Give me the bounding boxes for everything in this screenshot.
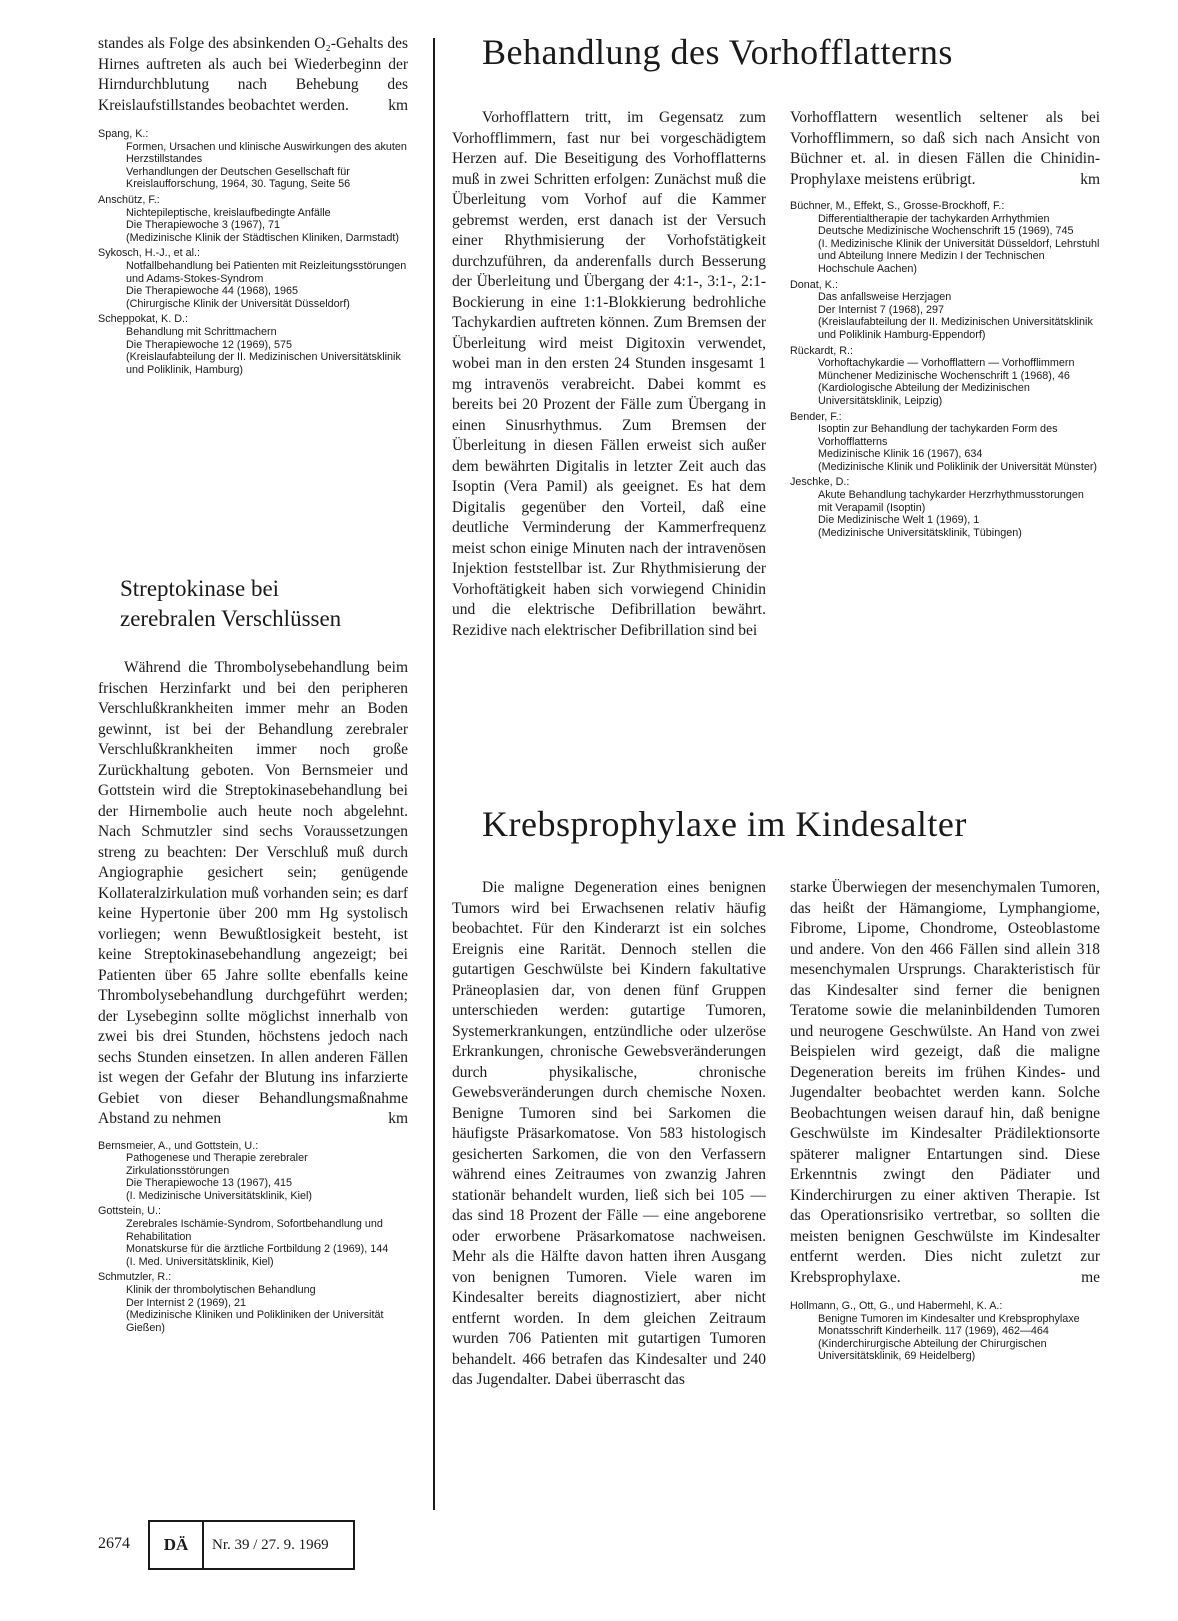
ref-author: Büchner, M., Effekt, S., Grosse-Brockhoff, F.: [790,200,1005,212]
ref-author: Schmutzler, R.: [98,1271,172,1284]
ref-author: Rückardt, R.: [790,344,853,357]
article2-column-left [452,878,766,1391]
ref-line: (Kreislaufabteilung der II. Medizinischen Universitätsklinik und Poliklinik Hamburg-Eppendorf) [818,316,1093,341]
ref-line: Der Internist 7 (1968), 297 [818,303,945,316]
ref-line: (Kreislaufabteilung der II. Medizinischen Universitätsklinik und Poliklinik, Hamburg) [126,351,401,376]
ref-line: (I. Medizinische Universitätsklinik, Kiel) [126,1189,312,1202]
ref-author: Spang, K.: [98,128,149,140]
ref-line: Nichtepileptische, kreislaufbedingte Anfälle [126,206,331,219]
ref-line: (Medizinische Universitätsklinik, Tübingen) [818,526,1022,539]
page-number: 2674 [98,1535,130,1552]
ref-line: (I. Med. Universitätsklinik, Kiel) [126,1255,274,1268]
ref-line: Behandlung mit Schrittmachern [126,325,277,338]
ref-author: Sykosch, H.-J., et al.: [98,247,201,260]
ref-author: Hollmann, G., Ott, G., und Habermehl, K. A.: [790,1300,1003,1312]
article1-title: Behandlung des Vorhofflatterns [482,32,953,72]
article2-title: Krebsprophylaxe im Kindesalter [482,804,967,844]
streptokinase-section [98,574,408,1334]
article2-paragraph-right: starke Überwiegen der mesenchymalen Tumoren, das heißt der Hämangiome, Lymphangiome, Fibrome, Lipome, Chondrome, Osteoblastome und andere. Von den 466 Fällen sind allein 318 mesenchymalen Ursprungs. Charakteristisch für das Kindesalter sind ferner die benignen Teratome sowie die melaninbildenden Tumoren und neurogene Geschwülste. An Hand von zwei Beispielen wird gezeigt, daß die maligne Degeneration bereits im frühen Kindes- und Jugendalter beobachtet werden kann. Solche Beobachtungen weisen darauf hin, daß benigne Geschwülste im Kindesalter Prädilektionsorte späterer maligner Entartungen sind. Diese Erkenntnis zwingt den Pädiater und Kinderchirurgen zu einer aktiven Therapie. Ist das Operationsrisiko vertretbar, so sollten die meisten benignen Geschwülste im Kindesalter entfernt werden. Dies nicht zuletzt zur Krebsprophylaxe. me [790,878,1100,1288]
ref-line: Münchener Medizinische Wochenschrift 1 (1968), 46 [818,369,1070,382]
ref-line: Medizinische Klinik 16 (1967), 634 [818,448,983,461]
ref-author: Bernsmeier, A., und Gottstein, U.: [98,1139,259,1152]
ref-line: Die Therapiewoche 12 (1969), 575 [126,338,293,351]
article2-paragraph-left: Die maligne Degeneration eines benignen Tumors wird bei Erwachsenen relativ häufig beobachtet. Für den Kinderarzt ist ein solches Ereignis eine Rarität. Dennoch stellen die gutartigen Geschwülste bei Kindern fakultative Präneoplasien dar, von denen fünf Gruppen unterschieden werden: gutartige Tumoren, Systemerkrankungen, entzündliche oder ulzeröse Erkrankungen, chronische Gewebsveränderungen durch physikalische, chronische Gewebsveränderungen durch chemische Noxen. Benigne Tumoren sind bei Sarkomen die häufigste Präsarkomatose. Von 583 histologisch gesicherten Sarkomen, die von den Verfassern während eines Zeitraumes von zwanzig Jahren stationär behandelt wurden, ließ sich bei 105 — das sind 18 Prozent der Fälle — eine angeborene oder erworbene Präsarkomatose nachweisen. Mehr als die Hälfte davon hatten ihren Ausgang von benignen Tumoren. Viele waren im Kindesalter bereits diagnostiziert, aber nicht entfernt worden. In dem gleichen Zeitraum wurden 706 Patienten mit gutartigen Tumoren behandelt. 466 betrafen das Kindesalter und 240 das Jugendalter. Dabei überrascht das [452,879,766,1388]
journal-logo: DÄ [150,1522,204,1568]
ref-line: Differentialtherapie der tachykarden Arrhythmien [818,212,1050,225]
ref-author: Gottstein, U.: [98,1205,162,1218]
ref-line: Zerebrales Ischämie-Syndrom, Sofortbehandlung und Rehabilitation [126,1218,383,1243]
ref-line: Akute Behandlung tachykarder Herzrhythmusstorungen mit Verapamil (Isoptin) [818,489,1084,514]
ref-line: Vorhoftachykardie — Vorhofflattern — Vorhofflimmern [818,357,1075,370]
ref-author: Bender, F.: [790,410,842,423]
ref-line: (Kardiologische Abteilung der Medizinischen Universitätsklinik, Leipzig) [818,382,1030,407]
ref-line: Deutsche Medizinische Wochenschrift 15 (1969), 745 [818,225,1074,238]
ref-line: Die Therapiewoche 44 (1968), 1965 [126,285,299,298]
ref-line: Notfallbehandlung bei Patienten mit Reizleitungsstörungen und Adams-Stokes-Syndrom [126,259,407,285]
ref-author: Jeschke, D.: [790,476,850,489]
ref-line: (Medizinische Klinik der Städtischen Kliniken, Darmstadt) [126,231,400,244]
ref-line: Verhandlungen der Deutschen Gesellschaft für Kreislaufforschung, 1964, 30. Tagung, Seite 56 [126,165,351,191]
ref-line: Das anfallsweise Herzjagen [818,291,952,304]
ref-line: (Kinderchirurgische Abteilung der Chirurgischen Universitätsklinik, 69 Heidelberg) [818,1337,1047,1363]
ref-line: Monatsschrift Kinderheilk. 117 (1969), 462—464 [818,1325,1049,1338]
article1-paragraph-right: Vorhofflattern wesentlich seltener als bei Vorhofflimmern, so daß sich nach Ansicht von Büchner et. al. in diesen Fällen die Chinidin-Prophylaxe meistens erübrigt. km [790,108,1100,190]
article1-references [790,200,1100,539]
ref-line: (Chirurgische Klinik der Universität Düsseldorf) [126,297,350,310]
ref-line: Die Therapiewoche 13 (1967), 415 [126,1177,293,1190]
ref-author: Donat, K.: [790,278,839,291]
left-column [98,34,408,376]
ref-line: Monatskurse für die ärztliche Fortbildung 2 (1969), 144 [126,1243,389,1256]
footer-box [148,1520,355,1570]
article1-paragraph-left: Vorhofflattern tritt, im Gegensatz zum Vorhofflimmern, fast nur bei vorgeschädigtem Herzen auf. Die Beseitigung des Vorhofflatterns muß in zwei Schritten erfolgen: Zunächst muß die Überleitung vom Vorhof auf die Kammer gebremst werden, erst danach ist der Versuch einer Rhythmisierung der Vorhofstätigkeit durchzuführen, da anderenfalls durch Besserung der Überleitung und Übergang der 4:1-, 3:1-, 2:1-Bockierung in eine 1:1-Blokkierung bedrohliche Tachykardien auftreten können. Zum Bremsen der Überleitung wird meist Digitoxin verwendet, wobei man in den ersten 24 Stunden insgesamt 1 mg intravenös verabreicht. Dabei kommt es bereits bei 20 Prozent der Fälle zum Übergang in einen Sinusrhythmus. Zum Bremsen der Überleitung in diesen Fällen erweist sich außer dem bewährten Digitalis in letzter Zeit auch das Isoptin (Vera Pamil) als geeignet. Es hat dem Digitalis gegenüber den Vorteil, daß eine deutliche Verminderung der Kammerfrequenz meist schon einige Minuten nach der intravenösen Injektion feststellbar ist. Zur Rhythmisierung der Vorhoftätigkeit haben sich vorwiegend Chinidin und die elektrische Defibrillation bewährt. Rezidive nach elektrischer Defibrillation sind bei [452,109,766,639]
ref-line: (Medizinische Kliniken und Polikliniken der Universität Gießen) [126,1309,384,1334]
section-signature: km [388,1110,408,1127]
article2-column-right [790,878,1100,1363]
article1-column-left [452,108,766,641]
ref-line: Benigne Tumoren im Kindesalter und Krebsprophylaxe [818,1312,1080,1325]
ref-line: Formen, Ursachen und klinische Auswirkungen des akuten Herzstillstandes [126,140,407,166]
ref-line: (I. Medizinische Klinik der Universität Düsseldorf, Lehrstuhl und Abteilung Innere Medizin I der Technischen Hochschule Aachen) [818,237,1100,275]
ref-line: Isoptin zur Behandlung der tachykarden Form des Vorhofflatterns [818,423,1058,448]
article2-references [790,1300,1100,1363]
ref-line: Die Medizinische Welt 1 (1969), 1 [818,514,980,527]
issue-date: Nr. 39 / 27. 9. 1969 [212,1536,329,1553]
section-title: Streptokinase bei zerebralen Verschlüssen [120,576,342,631]
article2-signature: me [1081,1268,1100,1286]
reference-list-2 [98,1140,408,1335]
ref-author: Scheppokat, K. D.: [98,313,189,326]
ref-line: Die Therapiewoche 3 (1967), 71 [126,219,281,232]
reference-list-1 [98,128,408,376]
article1-column-right [790,108,1100,539]
ref-author: Anschütz, F.: [98,193,160,206]
ref-line: Pathogenese und Therapie zerebraler Zirkulationsstörungen [126,1152,308,1177]
article1-signature: km [1080,170,1100,188]
ref-line: Der Internist 2 (1969), 21 [126,1296,247,1309]
section-paragraph: Während die Thrombolysebehandlung beim frischen Herzinfarkt und bei den peripheren Verschlußkrankheiten immer mehr an Boden gewinnt, ist bei der Behandlung zerebraler Verschlußkrankheiten immer noch große Zurückhaltung geboten. Von Bernsmeier und Gottstein wird die Streptokinasebehandlung bei der Hirnembolie auch heute noch abgelehnt. Nach Schmutzler sind sechs Voraussetzungen streng zu beachten: Der Verschluß muß durch Angiographie gesichert sein; genügende Kollateralzirkulation muß vorhanden sein; es darf keine Hypertonie über 200 mm Hg systolisch vorliegen; wenn Bewußtlosigkeit besteht, ist keine Streptokinasebehandlung angezeigt; bei Patienten über 65 Jahre sollte ebenfalls keine Thrombolysebehandlung durchgeführt werden; der Lysebeginn sollte möglichst innerhalb von zwei bis drei Stunden, höchstens jedoch nach sechs Stunden einsetzen. In allen anderen Fällen ist wegen der Gefahr der Blutung ins infarzierte Gebiet von dieser Behandlungsmaßnahme Abstand zu nehmen km [98,658,408,1130]
intro-paragraph: standes als Folge des absinkenden O₂-Gehalts des Hirnes auftreten als auch bei Wiederbeginn der Hirndurchblutung nach Behebung des Kreislaufstillstandes beobachtet werden. km [98,34,408,116]
column-divider [433,38,435,1510]
ref-line: (Medizinische Klinik und Poliklinik der Universität Münster) [818,460,1098,473]
intro-signature: km [388,96,408,114]
ref-line: Klinik der thrombolytischen Behandlung [126,1284,316,1297]
